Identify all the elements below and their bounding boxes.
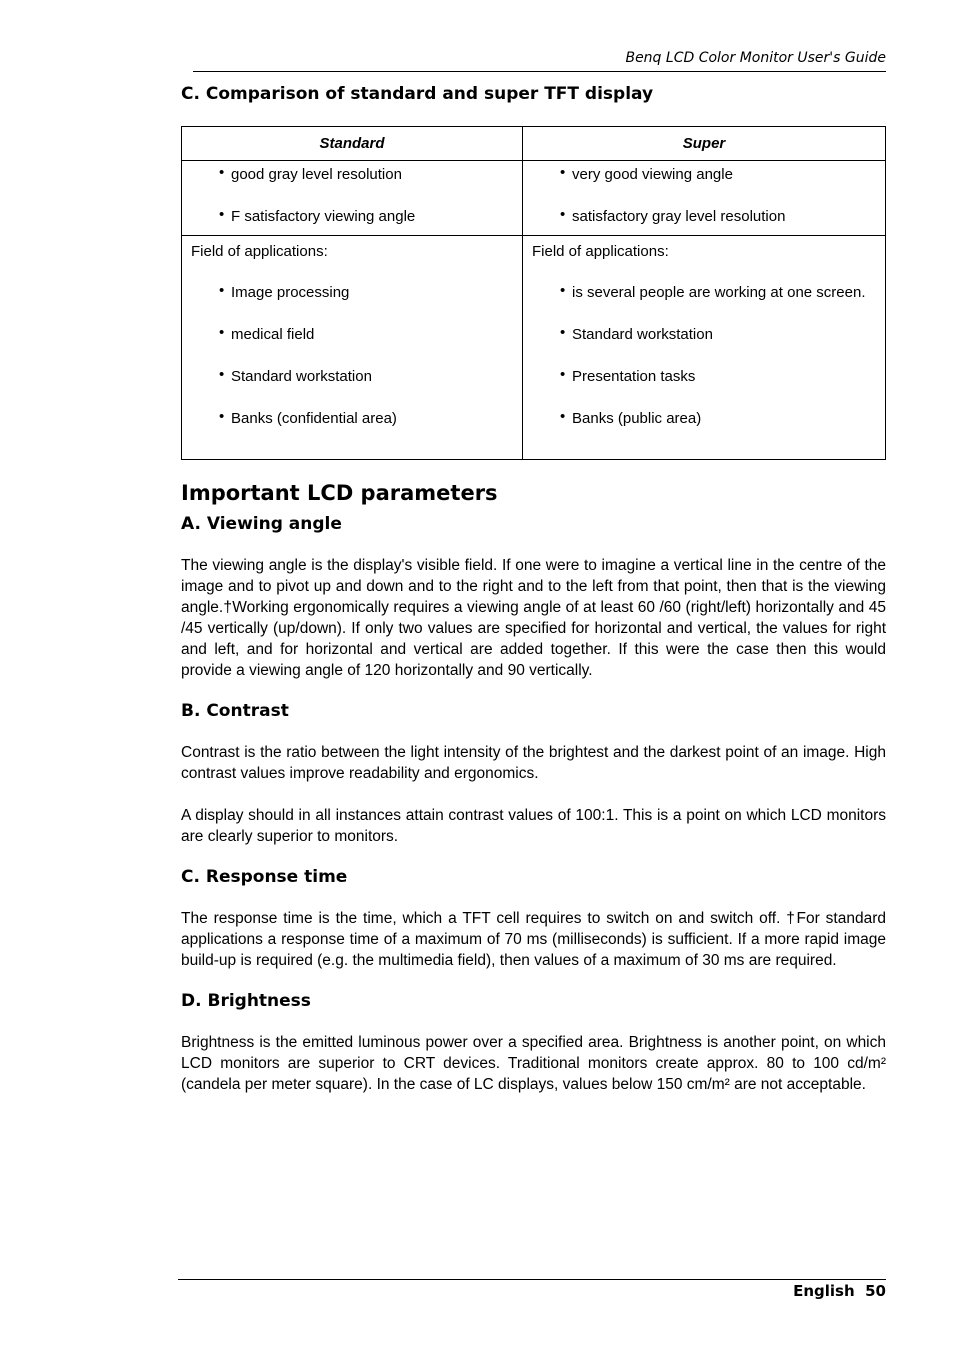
- table-row-applications: [182, 236, 886, 460]
- list-item: • Image processing: [191, 282, 513, 303]
- response-time-text: The response time is the time, which a TFT cell requires to switch on and switch off. †For standard applications a response time of a maximum of 70 ms (milliseconds) is sufficient. If a more rapid image build-up is required (e.g. the multimedia field), then values of a maximum of 30 ms are required.: [181, 910, 886, 969]
- list-item: • Banks (confidential area): [191, 408, 513, 429]
- viewing-angle-heading: A. Viewing angle: [181, 514, 342, 534]
- contrast-text-1: Contrast is the ratio between the light intensity of the brightest and the darkest point of an image. High contrast values improve readability and ergonomics.: [181, 744, 886, 782]
- page-number: 50: [865, 1282, 886, 1300]
- page-footer: [793, 1282, 886, 1300]
- list-item: • Presentation tasks: [532, 366, 876, 387]
- brightness-text: Brightness is the emitted luminous power over a specified area. Brightness is another point, on which LCD monitors are superior to CRT devices. Traditional monitors create approx. 80 to 100 cd/m² (candela per meter square). In the case of LC displays, values below 150 cm/m² are not acceptable.: [181, 1034, 886, 1093]
- list-item: • medical field: [191, 324, 513, 345]
- column-header-super: Super: [523, 127, 886, 161]
- field-label: Field of applications:: [532, 243, 669, 260]
- list-item: • Standard workstation: [532, 324, 876, 345]
- contrast-text-2: A display should in all instances attain contrast values of 100:1. This is a point on which LCD monitors are clearly superior to monitors.: [181, 807, 886, 845]
- list-item: • Banks (public area): [532, 408, 876, 429]
- contrast-heading: B. Contrast: [181, 701, 289, 721]
- footer-rule: [178, 1279, 886, 1280]
- brightness-heading: D. Brightness: [181, 991, 311, 1011]
- list-item: • Standard workstation: [191, 366, 513, 387]
- list-item: • is several people are working at one screen.: [532, 282, 876, 303]
- standard-applications-cell: [182, 236, 523, 460]
- page-content: [181, 84, 886, 1095]
- list-item: • F satisfactory viewing angle: [191, 206, 513, 227]
- super-features-cell: [523, 161, 886, 236]
- standard-features-cell: [182, 161, 523, 236]
- list-item: • satisfactory gray level resolution: [532, 206, 876, 227]
- comparison-heading: C. Comparison of standard and super TFT display: [181, 84, 654, 104]
- header-rule: [193, 71, 886, 72]
- comparison-table: [181, 126, 886, 460]
- footer-language: English: [793, 1282, 855, 1300]
- column-header-standard: Standard: [182, 127, 523, 161]
- list-item: • very good viewing angle: [532, 164, 876, 185]
- table-header-row: [182, 127, 886, 161]
- table-row-features: [182, 161, 886, 236]
- parameters-heading: Important LCD parameters: [181, 481, 498, 505]
- super-applications-cell: [523, 236, 886, 460]
- viewing-angle-text: The viewing angle is the display's visible field. If one were to imagine a vertical line in the centre of the image and to pivot up and down and to the right and to the left from that point, then that is the viewing angle.†Working ergonomically requires a viewing angle of at least 60 /60 (right/left) horizontally and 45 /45 vertically (up/down). If only two values are specified for horizontal and vertical, the values for right and left, and for horizontal and vertical are added together. If this were the case then this would provide a viewing angle of 120 horizontally and 90 vertically.: [181, 557, 886, 679]
- field-label: Field of applications:: [191, 243, 328, 260]
- list-item: • good gray level resolution: [191, 164, 513, 185]
- running-header: Benq LCD Color Monitor User's Guide: [625, 50, 886, 66]
- response-time-heading: C. Response time: [181, 867, 348, 887]
